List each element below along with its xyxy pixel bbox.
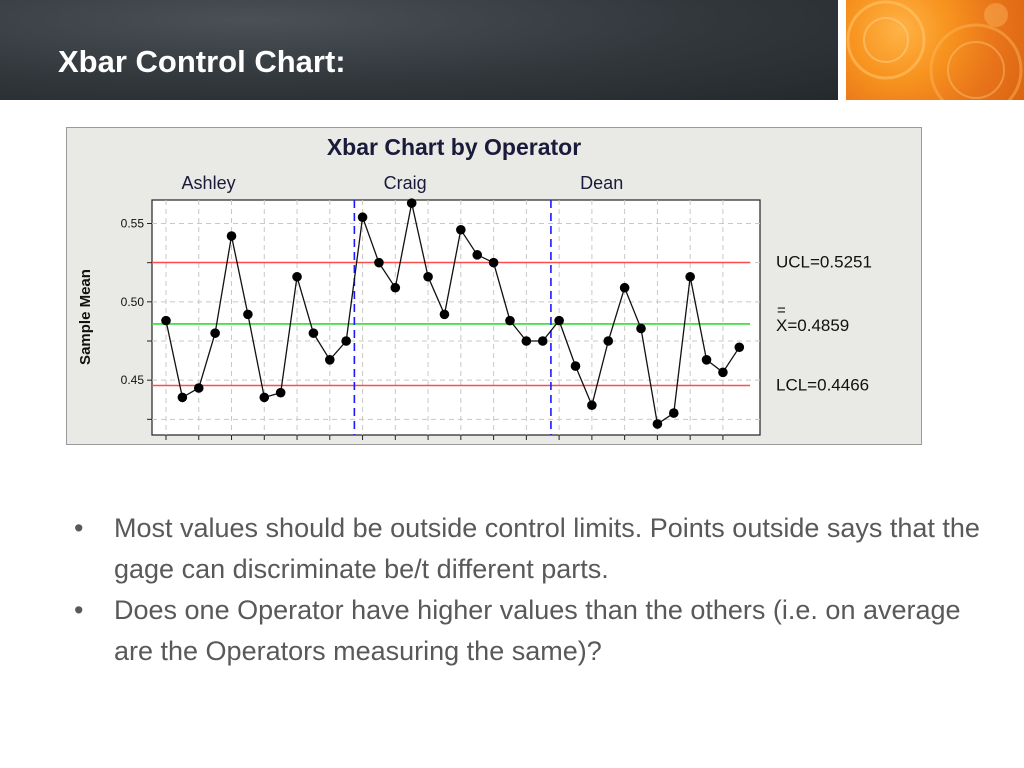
header-accent-decoration xyxy=(846,0,1024,100)
bullet-text: Does one Operator have higher values than the others (i.e. on average are the Operators measuring the same)? xyxy=(114,595,961,666)
data-point xyxy=(407,198,417,208)
data-point xyxy=(276,388,286,398)
data-point xyxy=(735,342,745,352)
xbar-chart xyxy=(66,127,922,445)
data-point xyxy=(178,393,188,403)
data-point xyxy=(685,272,695,282)
data-point xyxy=(489,258,499,268)
data-point xyxy=(440,310,450,320)
data-point xyxy=(571,361,581,371)
data-point xyxy=(161,316,171,326)
data-point xyxy=(227,231,237,241)
page-title: Xbar Control Chart: xyxy=(58,44,346,79)
data-point xyxy=(554,316,564,326)
lcl-label: LCL=0.4466 xyxy=(776,375,870,395)
data-point xyxy=(325,355,335,365)
data-point xyxy=(702,355,712,365)
data-point xyxy=(669,408,679,418)
data-point xyxy=(636,324,646,334)
data-point xyxy=(603,336,613,346)
data-point xyxy=(243,310,253,320)
bullet-list xyxy=(74,508,994,672)
data-point xyxy=(538,336,548,346)
bullet-item xyxy=(74,508,994,590)
chart-title: Xbar Chart by Operator xyxy=(326,134,582,160)
center-label: X=0.4859 xyxy=(776,315,850,335)
data-point xyxy=(472,250,482,260)
data-point xyxy=(587,400,597,410)
data-point xyxy=(456,225,466,235)
data-point xyxy=(309,328,319,338)
data-point xyxy=(210,328,220,338)
data-point xyxy=(374,258,384,268)
chart-canvas xyxy=(66,127,922,445)
swirl-decoration-icon xyxy=(846,0,1024,100)
data-point xyxy=(653,419,663,429)
group-label-ashley: Ashley xyxy=(181,173,236,193)
y-tick-label: 0.45 xyxy=(120,373,144,388)
data-point xyxy=(391,283,401,293)
y-axis-label: Sample Mean xyxy=(77,269,94,365)
y-tick-label: 0.50 xyxy=(120,294,144,309)
data-point xyxy=(718,368,728,378)
ucl-label: UCL=0.5251 xyxy=(776,252,872,272)
bullet-text: Most values should be outside control limits. Points outside says that the gage can discriminate be/t different parts. xyxy=(114,513,980,584)
data-point xyxy=(358,212,368,222)
bullet-dot: • xyxy=(74,595,84,625)
data-point xyxy=(292,272,302,282)
group-label-dean: Dean xyxy=(580,173,624,193)
data-point xyxy=(341,336,351,346)
data-point xyxy=(620,283,630,293)
data-point xyxy=(522,336,532,346)
y-tick-label: 0.55 xyxy=(120,216,144,231)
data-point xyxy=(194,383,204,393)
bullet-dot: • xyxy=(74,513,84,543)
center-label-bar: = xyxy=(777,301,786,319)
plot-area xyxy=(152,200,760,435)
group-label-craig: Craig xyxy=(383,173,427,193)
data-point xyxy=(423,272,433,282)
data-point xyxy=(505,316,515,326)
data-point xyxy=(259,393,269,403)
bullet-item xyxy=(74,590,994,672)
